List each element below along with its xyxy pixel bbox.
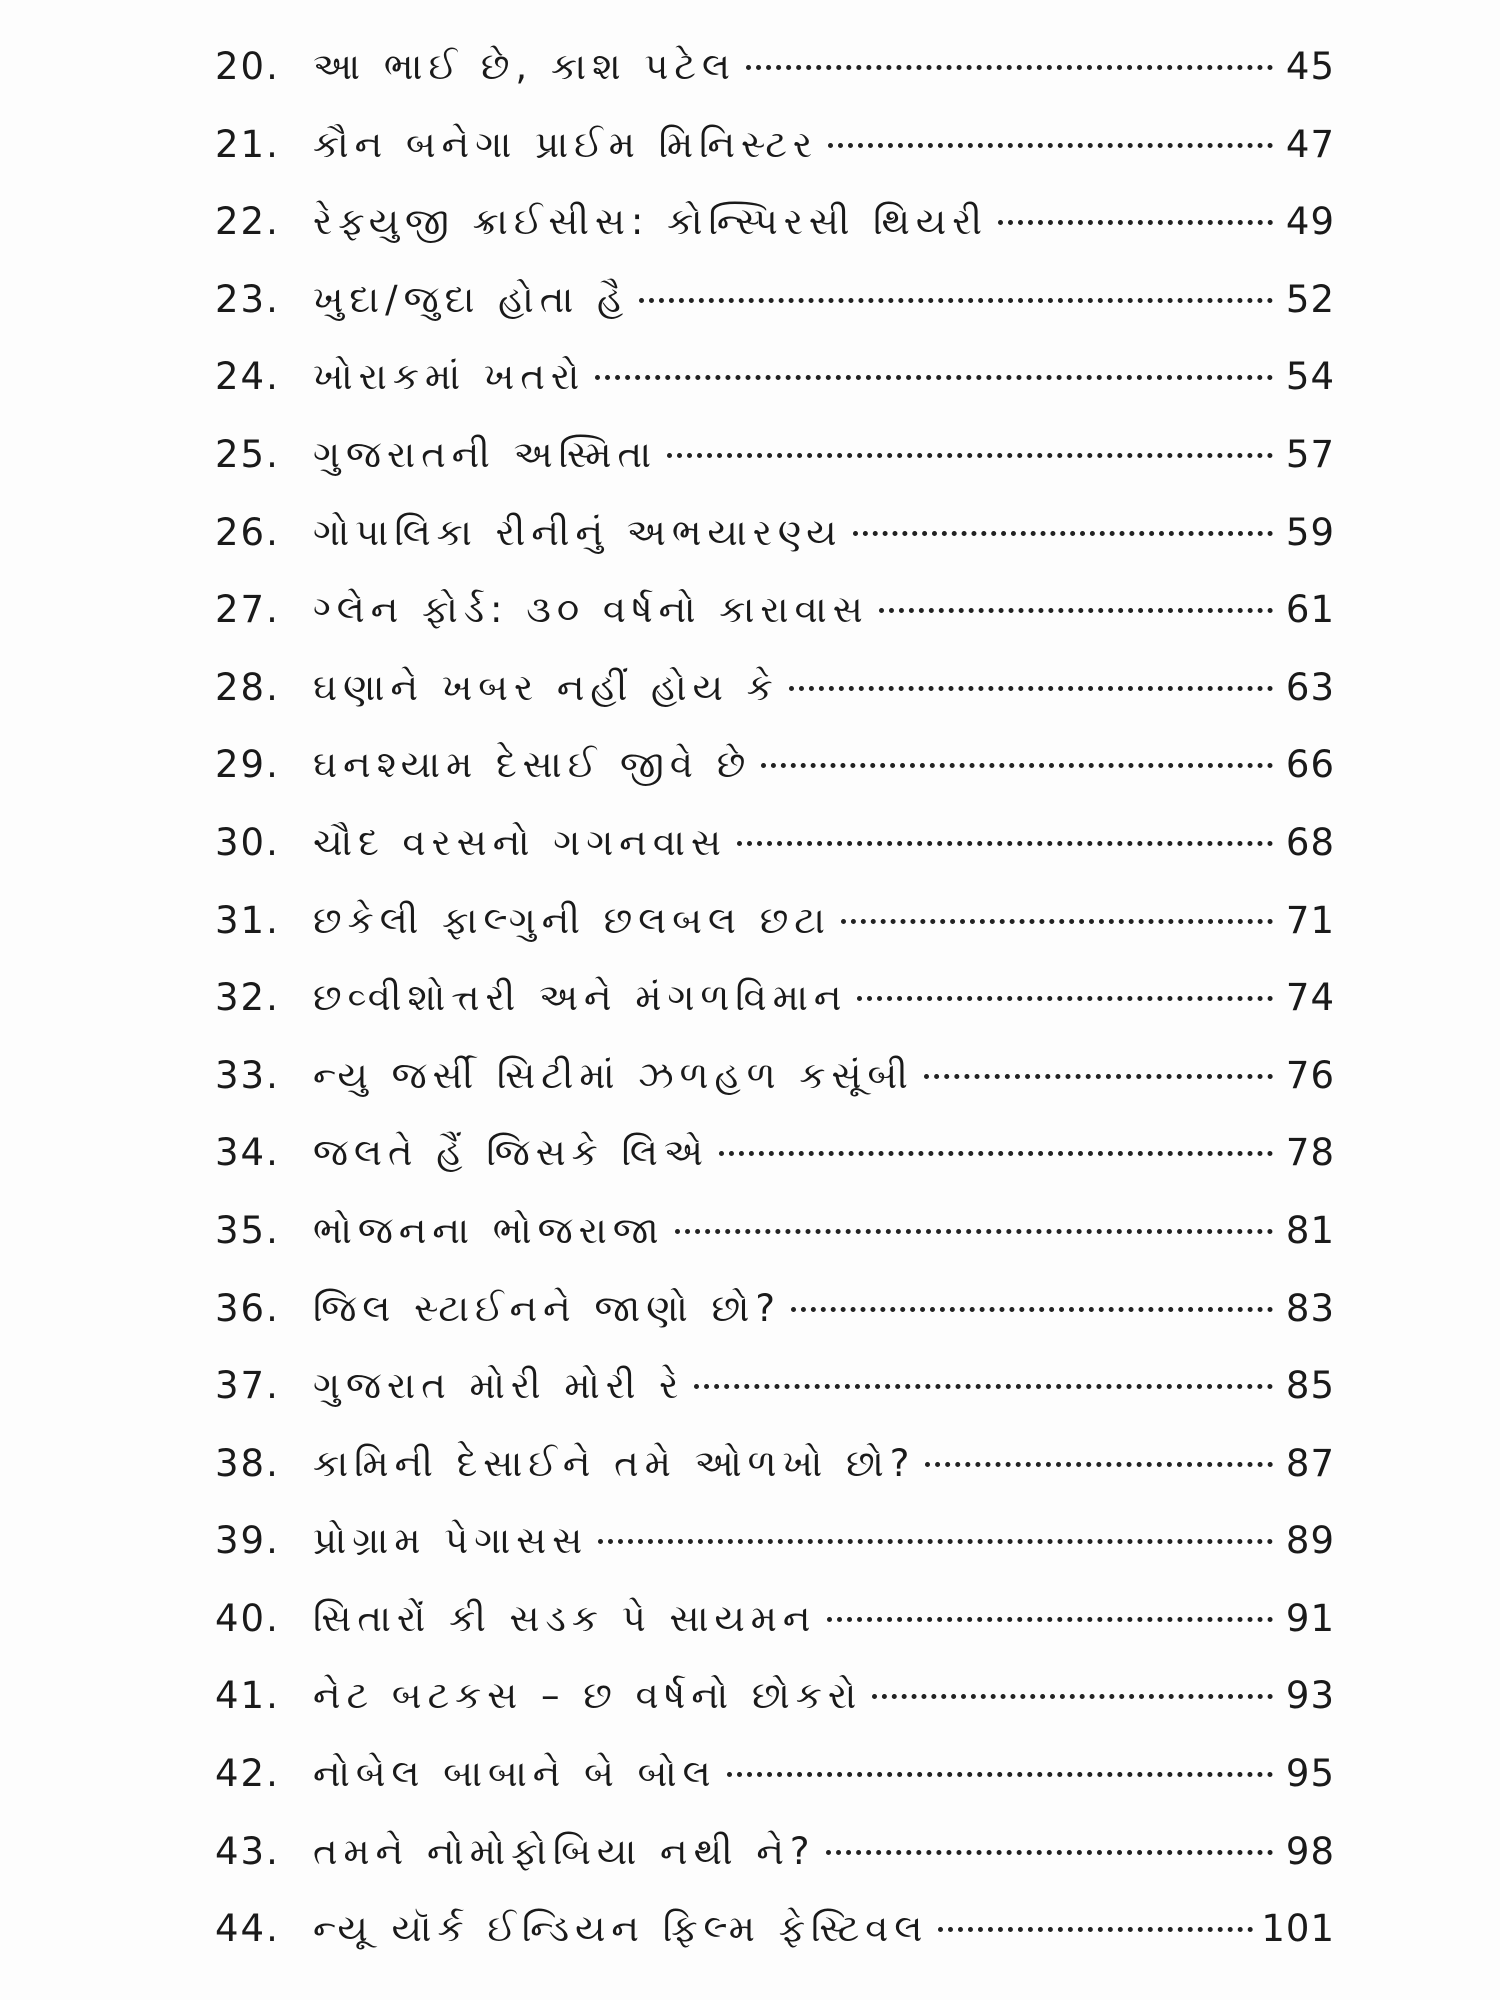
table-of-contents: [215, 45, 1335, 1985]
toc-entry-title: નેટ બટકસ – છ વર્ષનો છોકરો: [313, 1674, 863, 1718]
toc-entry-title: ગોપાલિકા રીનીનું અભયારણ્ય: [313, 510, 843, 554]
toc-entry: [215, 1519, 1335, 1597]
toc-entry-page-number: 47: [1285, 122, 1335, 166]
toc-entry-number: 30.: [215, 820, 280, 864]
toc-entry-number: 24.: [215, 355, 280, 399]
toc-entry-title: ન્યૂ યૉર્ક ઈન્ડિયન ફિલ્મ ફેસ્ટિવલ: [313, 1907, 929, 1951]
toc-entry: [215, 1907, 1335, 1985]
toc-entry: [215, 1830, 1335, 1908]
dot-leader: [791, 1307, 1273, 1312]
toc-entry: [215, 45, 1335, 123]
toc-entry-number: 28.: [215, 665, 280, 709]
toc-entry-title: ગુજરાતની અસ્મિતા: [313, 432, 658, 476]
dot-leader: [727, 1772, 1273, 1777]
toc-entry-number: 31.: [215, 898, 280, 942]
toc-entry-title: રેફ્યુજી ક્રાઈસીસ: કોન્સ્પિરસી થિયરી: [313, 200, 988, 244]
dot-leader: [675, 1229, 1273, 1234]
toc-entry: [215, 1209, 1335, 1287]
toc-entry: [215, 1054, 1335, 1132]
toc-entry-number: 27.: [215, 588, 280, 632]
toc-entry-number: 21.: [215, 122, 280, 166]
toc-entry-title: પ્રોગ્રામ પેગાસસ: [313, 1519, 589, 1563]
toc-entry-number: 33.: [215, 1053, 280, 1097]
dot-leader: [828, 143, 1273, 148]
toc-entry: [215, 1597, 1335, 1675]
dot-leader: [879, 608, 1273, 613]
toc-entry-title: જલતે હૈં જિસકે લિએ: [313, 1131, 709, 1175]
toc-entry-title: ખોરાકમાં ખતરો: [313, 355, 586, 399]
toc-entry-title: જિલ સ્ટાઈનને જાણો છો?: [313, 1286, 781, 1330]
toc-entry-page-number: 57: [1285, 432, 1335, 476]
toc-entry: [215, 1287, 1335, 1365]
toc-entry-page-number: 76: [1285, 1053, 1335, 1097]
toc-entry-number: 37.: [215, 1364, 280, 1408]
toc-entry: [215, 666, 1335, 744]
dot-leader: [857, 996, 1273, 1001]
dot-leader: [719, 1151, 1273, 1156]
toc-entry-number: 32.: [215, 976, 280, 1020]
toc-entry-number: 35.: [215, 1208, 280, 1252]
toc-entry: [215, 278, 1335, 356]
dot-leader: [598, 1539, 1273, 1544]
toc-entry-page-number: 78: [1285, 1131, 1335, 1175]
toc-entry-page-number: 74: [1285, 976, 1335, 1020]
toc-entry-page-number: 83: [1285, 1286, 1335, 1330]
dot-leader: [789, 686, 1273, 691]
dot-leader: [746, 65, 1273, 70]
toc-entry-number: 26.: [215, 510, 280, 554]
toc-entry-page-number: 52: [1285, 277, 1335, 321]
toc-entry-page-number: 49: [1285, 200, 1335, 244]
toc-entry-title: કૌન બનેગા પ્રાઈમ મિનિસ્ટર: [313, 122, 818, 166]
toc-entry-number: 38.: [215, 1441, 280, 1485]
toc-entry-number: 44.: [215, 1907, 280, 1951]
dot-leader: [639, 298, 1273, 303]
toc-entry-page-number: 91: [1285, 1596, 1335, 1640]
toc-entry-title: તમને નોમોફોબિયા નથી ને?: [313, 1829, 816, 1873]
toc-entry-number: 29.: [215, 743, 280, 787]
toc-entry-title: કામિની દેસાઈને તમે ઓળખો છો?: [313, 1441, 916, 1485]
toc-entry-title: સિતારોં કી સડક પે સાયમન: [313, 1596, 817, 1640]
toc-entry-title: ગ્લેન ફોર્ડ: ૩૦ વર્ષનો કારાવાસ: [313, 588, 869, 632]
dot-leader: [841, 919, 1273, 924]
toc-entry-title: છવ્વીશોત્તરી અને મંગળવિમાન: [313, 976, 848, 1020]
toc-entry-number: 43.: [215, 1829, 280, 1873]
toc-entry-page-number: 61: [1285, 588, 1335, 632]
toc-entry: [215, 433, 1335, 511]
toc-entry-title: ગુજરાત મોરી મોરી રે: [313, 1364, 685, 1408]
toc-entry: [215, 743, 1335, 821]
toc-entry: [215, 821, 1335, 899]
toc-entry: [215, 1674, 1335, 1752]
dot-leader: [924, 1074, 1273, 1079]
toc-entry-number: 22.: [215, 200, 280, 244]
toc-entry-title: ભોજનના ભોજરાજા: [313, 1208, 665, 1252]
toc-entry-number: 20.: [215, 45, 280, 88]
toc-entry: [215, 1442, 1335, 1520]
toc-entry-title: ઘનશ્યામ દેસાઈ જીવે છે: [313, 743, 752, 787]
dot-leader: [925, 1462, 1273, 1467]
dot-leader: [938, 1927, 1253, 1932]
toc-entry-page-number: 45: [1285, 45, 1335, 88]
toc-entry-number: 25.: [215, 432, 280, 476]
toc-entry: [215, 511, 1335, 589]
dot-leader: [667, 453, 1273, 458]
dot-leader: [595, 375, 1273, 380]
toc-entry: [215, 1364, 1335, 1442]
toc-entry-page-number: 89: [1285, 1519, 1335, 1563]
toc-entry-title: આ ભાઈ છે, કાશ પટેલ: [313, 45, 736, 88]
toc-entry-page-number: 93: [1285, 1674, 1335, 1718]
toc-entry-number: 36.: [215, 1286, 280, 1330]
toc-entry-page-number: 63: [1285, 665, 1335, 709]
toc-entry-title: ચૌદ વરસનો ગગનવાસ: [313, 820, 727, 864]
toc-entry-page-number: 66: [1285, 743, 1335, 787]
toc-entry-page-number: 101: [1261, 1907, 1335, 1951]
dot-leader: [872, 1694, 1273, 1699]
toc-entry: [215, 976, 1335, 1054]
dot-leader: [853, 531, 1273, 536]
toc-entry-number: 23.: [215, 277, 280, 321]
dot-leader: [694, 1384, 1273, 1389]
toc-entry: [215, 588, 1335, 666]
toc-entry-page-number: 71: [1285, 898, 1335, 942]
toc-entry-page-number: 68: [1285, 820, 1335, 864]
toc-entry: [215, 1752, 1335, 1830]
toc-entry-number: 39.: [215, 1519, 280, 1563]
toc-entry-page-number: 81: [1285, 1208, 1335, 1252]
toc-entry-title: ન્યુ જર્સી સિટીમાં ઝળહળ કસૂંબી: [313, 1053, 914, 1097]
toc-entry: [215, 200, 1335, 278]
toc-entry-page-number: 95: [1285, 1752, 1335, 1796]
toc-entry-number: 40.: [215, 1596, 280, 1640]
dot-leader: [761, 763, 1273, 768]
toc-entry-title: નોબેલ બાબાને બે બોલ: [313, 1752, 717, 1796]
toc-entry-page-number: 87: [1285, 1441, 1335, 1485]
toc-entry-page-number: 98: [1285, 1829, 1335, 1873]
toc-entry: [215, 123, 1335, 201]
toc-entry-number: 41.: [215, 1674, 280, 1718]
toc-entry: [215, 355, 1335, 433]
dot-leader: [826, 1850, 1273, 1855]
toc-entry-page-number: 59: [1285, 510, 1335, 554]
toc-entry-title: ખુદા/જુદા હોતા હૈ: [313, 277, 630, 321]
dot-leader: [827, 1617, 1274, 1622]
dot-leader: [737, 841, 1273, 846]
toc-entry-number: 42.: [215, 1752, 280, 1796]
toc-entry: [215, 899, 1335, 977]
toc-entry-page-number: 54: [1285, 355, 1335, 399]
toc-entry-title: છકેલી ફાલ્ગુની છલબલ છટા: [313, 898, 831, 942]
dot-leader: [998, 220, 1273, 225]
toc-entry-page-number: 85: [1285, 1364, 1335, 1408]
toc-entry-number: 34.: [215, 1131, 280, 1175]
toc-entry: [215, 1131, 1335, 1209]
toc-entry-title: ઘણાને ખબર નહીં હોય કે: [313, 665, 779, 709]
